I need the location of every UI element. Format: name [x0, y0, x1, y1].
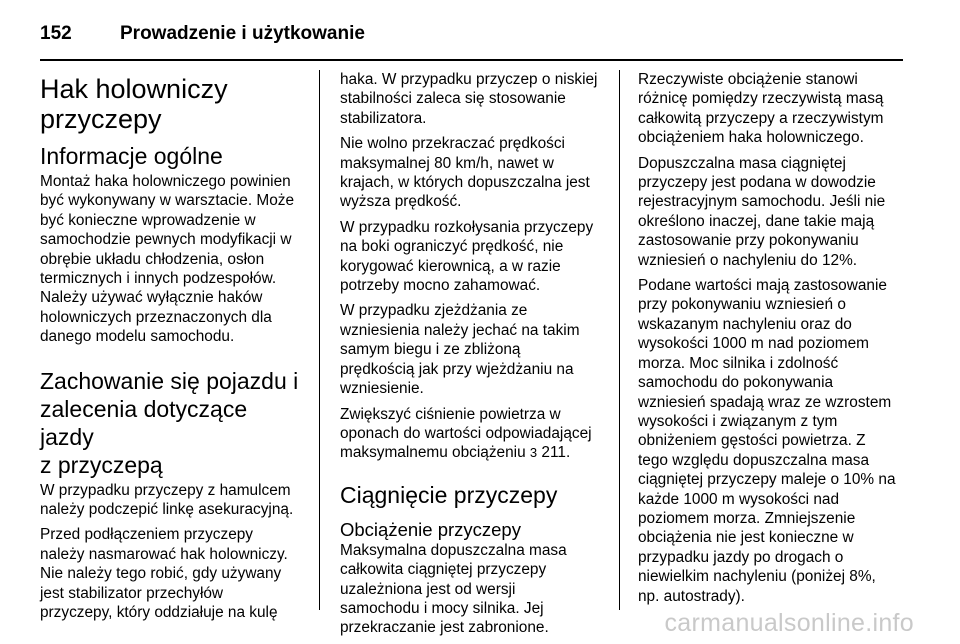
paragraph: Dopuszczalna masa ciągniętej przyczepy jest podana w dowodzie rejestracyjnym samochodu. Jeśli nie określono inaczej, dane takie mają zastosowanie przy pokonywaniu wzniesień o nachyleniu do 12%.	[638, 154, 886, 269]
header-divider	[40, 59, 903, 61]
page-reference-icon: 3	[529, 445, 538, 461]
paragraph: W przypadku zjeżdżania ze wzniesienia należy jechać na takim samym biegu i ze zbliżoną prędkością jak przy wjeżdżaniu na wzniesienie.	[340, 302, 580, 398]
column-divider-2	[619, 70, 620, 610]
paragraph: Maksymalna dopuszczalna masa całkowita ciągniętej przyczepy uzależniona jest od wersji samochodu i mocy silnika. Jej przekraczanie jest zabronione.	[340, 541, 567, 637]
paragraph: Rzeczywiste obciążenie stanowi różnicę pomiędzy rzeczywistą masą całkowitą przyczepy a rzeczywistym obciążeniem haka holowniczego.	[638, 71, 884, 147]
column-3	[638, 70, 906, 612]
column-2	[340, 70, 605, 644]
heading-trailer-hitch: Hak holowniczy przyczepy	[40, 74, 228, 134]
column-1	[40, 70, 304, 629]
section-title: Prowadzenie i użytkowanie	[120, 23, 365, 44]
paragraph: Montaż haka holowniczego powinien być wykonywany w warsztacie. Może być konieczne wprowadzenie w samochodzie pewnych modyfikacji w obrębie układu chłodzenia, osłon termicznych i innych podzespołów. Należy używać wyłącznie haków holowniczych przeznaczonych dla danego modelu samochodu.	[40, 173, 295, 346]
paragraph-with-reference	[340, 405, 605, 463]
paragraph: Nie wolno przekraczać prędkości maksymalnej 80 km/h, nawet w krajach, w których dopuszczalna jest wyższa prędkość.	[340, 135, 590, 211]
paragraph-text: Zwiększyć ciśnienie powietrza w oponach do wartości odpowiadającej maksymalnemu obciążeniu	[340, 405, 592, 462]
column-divider-1	[319, 70, 320, 610]
heading-driving-behaviour: Zachowanie się pojazdu i zalecenia dotyczące jazdy z przyczepą	[40, 367, 299, 478]
paragraph: Podane wartości mają zastosowanie przy pokonywaniu wzniesień o wskazanym nachyleniu oraz do wysokości 1000 m nad poziomem morza. Moc silnika i zdolność samochodu do pokonywania wzniesień spadają wraz ze wzrostem wysokości i związanym z tym obniżeniem gęstości powietrza. Z tego względu dopuszczalna masa ciągniętej przyczepy maleje o 10% na każde 1000 m wysokości nad poziomem morza. Zmniejszenie obciążenia nie jest konieczne w przypadku jazdy po drogach o niewielkim nachyleniu (poniżej 8%, np. autostrady).	[638, 277, 896, 605]
paragraph: haka. W przypadku przyczep o niskiej stabilności zaleca się stosowanie stabilizatora.	[340, 71, 598, 127]
heading-trailer-load: Obciążenie przyczepy	[340, 518, 521, 540]
watermark: carmanualsonline.info	[664, 609, 914, 637]
page-header	[40, 14, 920, 54]
page-reference: 211.	[537, 444, 571, 462]
paragraph: Przed podłączeniem przyczepy należy nasmarować hak holowniczy. Nie należy tego robić, gdy używany jest stabilizator przechyłów przyczepy, który oddziałuje na kulę	[40, 526, 288, 622]
paragraph: W przypadku przyczepy z hamulcem należy podczepić linkę asekuracyjną.	[40, 481, 294, 519]
heading-towing-trailer: Ciągnięcie przyczepy	[340, 481, 558, 508]
heading-general-info: Informacje ogólne	[40, 143, 223, 169]
paragraph: W przypadku rozkołysania przyczepy na boki ograniczyć prędkość, nie korygować kierownicą, a w razie potrzeby mocno zahamować.	[340, 218, 594, 295]
page-number: 152	[40, 23, 72, 44]
